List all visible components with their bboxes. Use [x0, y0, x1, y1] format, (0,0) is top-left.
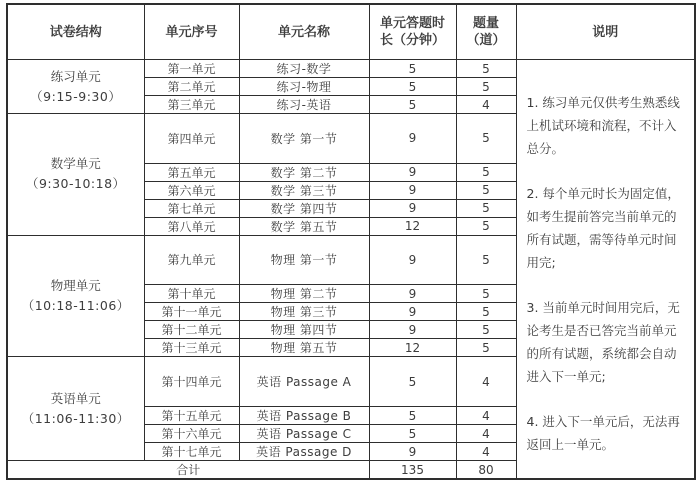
cell-unit-minutes: 12: [369, 339, 456, 357]
cell-unit-name: 练习-英语: [239, 96, 369, 114]
cell-unit-index: 第十七单元: [144, 443, 239, 461]
group-name: 物理单元: [50, 277, 101, 293]
header-unit-minutes: 单元答题时长（分钟）: [369, 4, 456, 60]
cell-unit-name: 英语 Passage D: [239, 443, 369, 461]
cell-unit-minutes: 9: [369, 443, 456, 461]
cell-unit-name: 数学 第五节: [239, 217, 369, 235]
cell-unit-minutes: 9: [369, 199, 456, 217]
note-paragraph: 4. 进入下一单元后，无法再返回上一单元。: [526, 414, 680, 452]
group-name: 数学单元: [50, 156, 101, 172]
note-paragraph: 2. 每个单元时长为固定值，如考生提前答完当前单元的所有试题，需等待单元时间用完;: [526, 186, 680, 270]
table-body: [7, 60, 695, 480]
cell-unit-index: 第一单元: [144, 60, 239, 78]
cell-unit-index: 第七单元: [144, 199, 239, 217]
header-unit-index: 单元序号: [144, 4, 239, 60]
cell-unit-index: 第十一单元: [144, 303, 239, 321]
cell-question-count: 5: [456, 60, 516, 78]
cell-question-count: 5: [456, 163, 516, 181]
cell-unit-minutes: 5: [369, 96, 456, 114]
cell-unit-minutes: 9: [369, 285, 456, 303]
cell-unit-index: 第五单元: [144, 163, 239, 181]
cell-question-count: 5: [456, 339, 516, 357]
group-name: 练习单元: [50, 68, 101, 84]
table-header: [7, 4, 695, 60]
cell-unit-minutes: 9: [369, 235, 456, 285]
total-questions: 80: [456, 461, 516, 480]
cell-unit-name: 物理 第四节: [239, 321, 369, 339]
group-label-cell: [7, 235, 144, 357]
cell-question-count: 5: [456, 181, 516, 199]
cell-unit-name: 英语 Passage A: [239, 357, 369, 407]
cell-unit-name: 英语 Passage B: [239, 407, 369, 425]
cell-unit-minutes: 9: [369, 321, 456, 339]
cell-question-count: 5: [456, 78, 516, 96]
cell-unit-name: 物理 第三节: [239, 303, 369, 321]
header-row: [7, 4, 695, 60]
cell-unit-name: 数学 第三节: [239, 181, 369, 199]
header-unit-name: 单元名称: [239, 4, 369, 60]
cell-unit-index: 第十二单元: [144, 321, 239, 339]
cell-unit-index: 第十五单元: [144, 407, 239, 425]
note-paragraph: 3. 当前单元时间用完后，无论考生是否已答完当前单元的所有试题，系统都会自动进入下一单元;: [526, 300, 680, 384]
cell-question-count: 4: [456, 407, 516, 425]
cell-unit-index: 第十三单元: [144, 339, 239, 357]
cell-question-count: 5: [456, 285, 516, 303]
total-minutes: 135: [369, 461, 456, 480]
cell-question-count: 5: [456, 303, 516, 321]
cell-question-count: 4: [456, 96, 516, 114]
group-time: （9:15-9:30）: [30, 88, 122, 104]
cell-unit-name: 数学 第四节: [239, 199, 369, 217]
cell-unit-minutes: 5: [369, 60, 456, 78]
cell-unit-index: 第十单元: [144, 285, 239, 303]
cell-unit-minutes: 5: [369, 407, 456, 425]
cell-unit-minutes: 5: [369, 425, 456, 443]
cell-question-count: 4: [456, 357, 516, 407]
group-label-cell: [7, 60, 144, 114]
cell-unit-minutes: 9: [369, 181, 456, 199]
cell-unit-index: 第十四单元: [144, 357, 239, 407]
cell-unit-name: 物理 第五节: [239, 339, 369, 357]
cell-unit-index: 第十六单元: [144, 425, 239, 443]
group-label-cell: [7, 357, 144, 461]
cell-question-count: 5: [456, 114, 516, 164]
cell-unit-index: 第三单元: [144, 96, 239, 114]
cell-unit-minutes: 9: [369, 303, 456, 321]
cell-unit-index: 第八单元: [144, 217, 239, 235]
cell-unit-name: 物理 第一节: [239, 235, 369, 285]
header-exam-structure: 试卷结构: [7, 4, 144, 60]
note-paragraph: 1. 练习单元仅供考生熟悉线上机试环境和流程，不计入总分。: [526, 95, 680, 156]
cell-unit-minutes: 5: [369, 78, 456, 96]
cell-question-count: 5: [456, 217, 516, 235]
total-label: 合计: [7, 461, 369, 480]
cell-unit-minutes: 9: [369, 163, 456, 181]
cell-unit-index: 第九单元: [144, 235, 239, 285]
cell-unit-minutes: 9: [369, 114, 456, 164]
notes-cell: [516, 60, 695, 480]
header-notes: 说明: [516, 4, 695, 60]
exam-structure-table: [6, 3, 696, 480]
cell-unit-name: 练习-数学: [239, 60, 369, 78]
group-time: （9:30-10:18）: [25, 176, 126, 192]
group-time: （10:18-11:06）: [21, 297, 130, 313]
cell-unit-name: 数学 第一节: [239, 114, 369, 164]
cell-unit-index: 第二单元: [144, 78, 239, 96]
group-label-cell: [7, 114, 144, 236]
cell-question-count: 5: [456, 235, 516, 285]
cell-unit-name: 数学 第二节: [239, 163, 369, 181]
cell-unit-name: 练习-物理: [239, 78, 369, 96]
cell-unit-index: 第四单元: [144, 114, 239, 164]
cell-unit-name: 物理 第二节: [239, 285, 369, 303]
cell-question-count: 4: [456, 443, 516, 461]
cell-unit-minutes: 12: [369, 217, 456, 235]
header-question-count: 题量（道）: [456, 4, 516, 60]
cell-question-count: 4: [456, 425, 516, 443]
group-time: （11:06-11:30）: [21, 410, 130, 426]
cell-question-count: 5: [456, 321, 516, 339]
cell-question-count: 5: [456, 199, 516, 217]
cell-unit-minutes: 5: [369, 357, 456, 407]
table-row: [7, 60, 695, 78]
cell-unit-index: 第六单元: [144, 181, 239, 199]
cell-unit-name: 英语 Passage C: [239, 425, 369, 443]
group-name: 英语单元: [50, 390, 101, 406]
